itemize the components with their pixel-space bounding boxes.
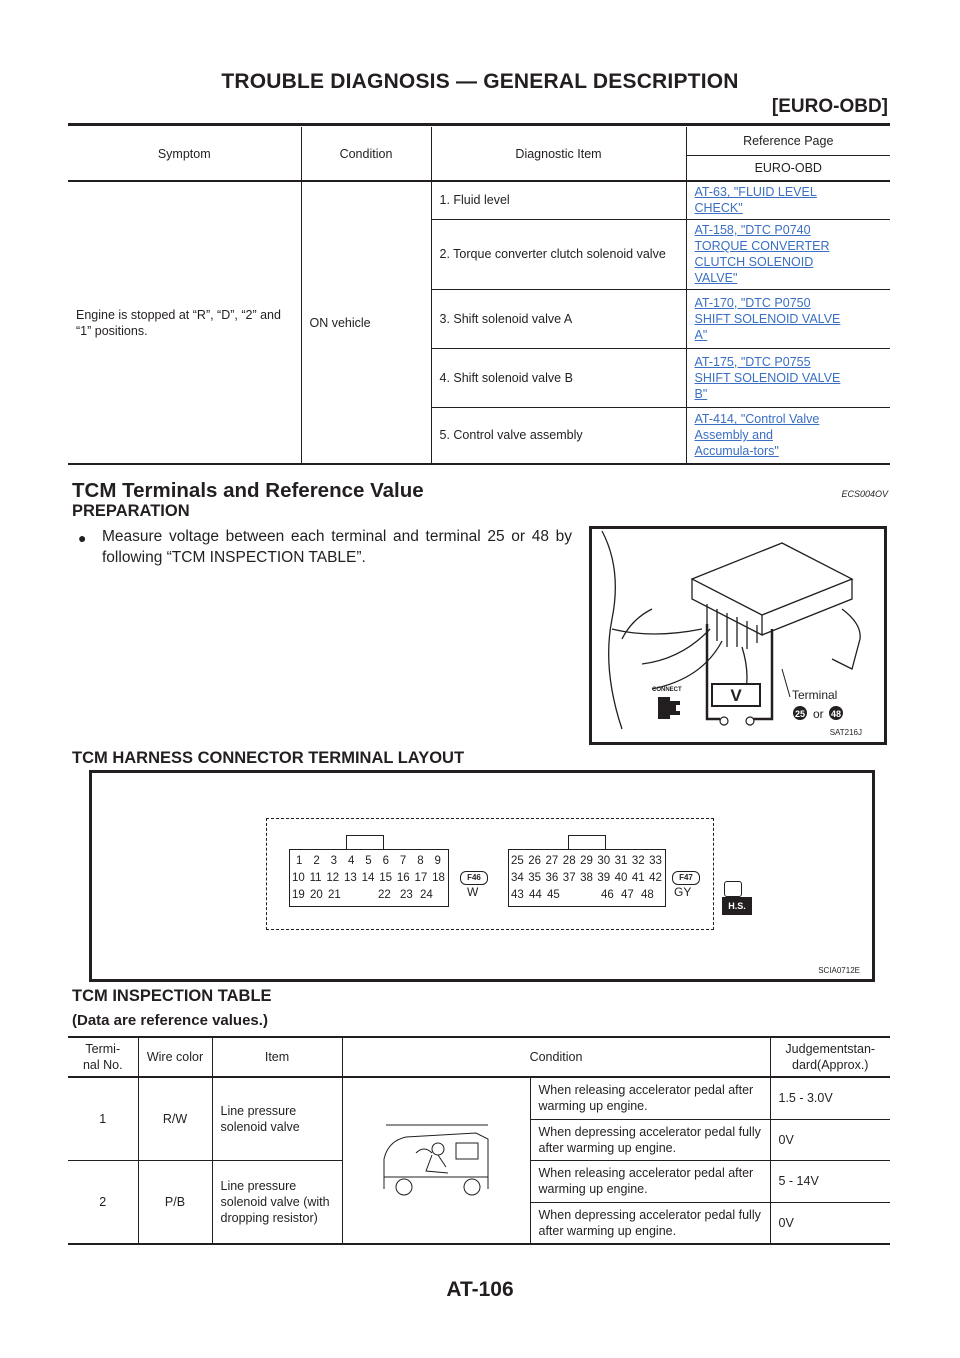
diagnostic-item: 5. Control valve assembly (431, 407, 686, 464)
diagnostic-item: 4. Shift solenoid valve B (431, 348, 686, 407)
reference-cell (686, 407, 890, 464)
condition-text: When releasing accelerator pedal after warming up engine. (530, 1077, 770, 1119)
driver-in-car-icon (376, 1119, 496, 1199)
hs-icon (722, 881, 752, 921)
inspection-note: (Data are reference values.) (72, 1012, 268, 1029)
pin: 12 (326, 872, 340, 884)
connector-latch (568, 835, 606, 850)
terminal-no: 2 (68, 1160, 138, 1244)
pin: 19 (292, 889, 305, 901)
inspection-heading: TCM INSPECTION TABLE (72, 987, 272, 1005)
pin: 42 (649, 872, 662, 884)
pin: 34 (511, 872, 524, 884)
pin: 9 (434, 855, 441, 867)
diagnostic-item: 2. Torque converter clutch solenoid valve (431, 219, 686, 289)
item-name: Line pressure solenoid valve (212, 1077, 342, 1160)
pin: 1 (296, 855, 303, 867)
pin: 41 (631, 872, 645, 884)
pin: 2 (313, 855, 320, 867)
connector-id-f46: F46 (460, 871, 488, 885)
pin: 5 (365, 855, 372, 867)
terminal-48-badge: 48 (830, 709, 842, 719)
section-title: TCM Terminals and Reference Value (72, 479, 424, 502)
connector-color-f47: GY (674, 885, 692, 899)
judgement-value: 1.5 - 3.0V (770, 1077, 890, 1119)
reference-cell (686, 289, 890, 348)
pin: 20 (310, 889, 323, 901)
pin: 22 (378, 889, 391, 901)
pin: 3 (330, 855, 338, 867)
th-diagnostic-item: Diagnostic Item (431, 127, 686, 181)
terminal-label: Terminal (792, 688, 838, 702)
pin: 47 (621, 889, 634, 901)
pin: 7 (399, 855, 407, 867)
section-code: ECS004OV (841, 489, 888, 499)
pin: 40 (614, 872, 628, 884)
wire-color: P/B (138, 1160, 212, 1244)
pin: 37 (562, 872, 576, 884)
pin: 24 (420, 889, 433, 901)
pin: 43 (511, 889, 524, 901)
pin: 11 (309, 872, 322, 884)
reference-link[interactable]: AT-414, "Control Valve Assembly and Accumula-tors" (694, 412, 820, 459)
connector-id-f47: F47 (672, 871, 700, 885)
judgement-value: 0V (778, 1215, 794, 1230)
bullet-icon: ● (78, 530, 87, 546)
pin: 35 (528, 872, 542, 884)
th-condition: Condition (301, 127, 431, 181)
tcm-probe-figure (589, 526, 887, 745)
pin: 33 (649, 855, 662, 867)
pin: 30 (597, 855, 611, 867)
pin: 27 (545, 855, 559, 867)
tcm-probe-illustration (592, 529, 884, 742)
reference-link[interactable]: AT-63, "FLUID LEVEL CHECK" (694, 185, 817, 216)
pin: 46 (601, 889, 614, 901)
pin: 44 (529, 889, 542, 901)
reference-link[interactable]: AT-158, "DTC P0740 TORQUE CONVERTER CLUTCH SOLENOID VALVE" (694, 223, 830, 285)
pin: 29 (580, 855, 593, 867)
symptom-table (68, 127, 890, 465)
judgement-value: 5 - 14V (770, 1160, 890, 1202)
th-symptom: Symptom (68, 127, 301, 181)
symptom-cell: Engine is stopped at “R”, “D”, “2” and “1” positions. (68, 181, 301, 464)
wire-color: R/W (138, 1077, 212, 1160)
th-euro-obd: EURO-OBD (686, 155, 890, 181)
meter-label: V (730, 686, 742, 705)
reference-link[interactable]: AT-175, "DTC P0755 SHIFT SOLENOID VALVE B" (694, 354, 841, 401)
page-number: AT-106 (446, 1278, 514, 1301)
or-label: or (813, 707, 824, 721)
th-terminal: Termi-nal No. (68, 1038, 138, 1077)
th-item: Item (212, 1038, 342, 1077)
reference-cell (686, 181, 890, 219)
pin: 21 (328, 889, 341, 901)
connector-color-f46: W (467, 885, 479, 899)
preparation-heading: PREPARATION (72, 502, 190, 520)
pin: 13 (344, 872, 357, 884)
pin: 6 (382, 855, 389, 867)
condition-cell: ON vehicle (301, 181, 431, 464)
pin: 23 (400, 889, 413, 901)
pin: 39 (597, 872, 611, 884)
diagnostic-item: 3. Shift solenoid valve A (431, 289, 686, 348)
diagnostic-item: 1. Fluid level (431, 181, 686, 219)
th-condition: Condition (342, 1038, 770, 1077)
pin: 26 (528, 855, 542, 867)
th-reference-page: Reference Page (686, 127, 890, 155)
figure-code: SCIA0712E (818, 966, 860, 975)
pin: 45 (547, 889, 560, 901)
item-name: Line pressure solenoid valve (with dropping resistor) (212, 1160, 342, 1244)
pin: 14 (361, 872, 375, 884)
driver-illustration-cell (342, 1077, 530, 1244)
connect-icon (658, 697, 682, 719)
judgement-value: 0V (770, 1119, 890, 1160)
page-title: TROUBLE DIAGNOSIS — GENERAL DESCRIPTION (221, 70, 739, 93)
pin: 18 (432, 872, 445, 884)
terminal-no: 1 (68, 1077, 138, 1160)
inspection-table (68, 1038, 890, 1245)
terminal-25-badge: 25 (794, 709, 806, 719)
condition-text: When depressing accelerator pedal fully after warming up engine. (530, 1202, 770, 1244)
pin: 15 (379, 872, 393, 884)
pin: 4 (347, 855, 355, 867)
connector-layout-figure (89, 770, 875, 982)
page-subtitle: [EURO-OBD] (771, 96, 888, 117)
pin: 10 (292, 872, 305, 884)
pin: 36 (545, 872, 559, 884)
pin: 17 (414, 872, 428, 884)
th-wire-color: Wire color (138, 1038, 212, 1077)
pin: 31 (614, 855, 628, 867)
hs-label: H.S. (722, 897, 752, 915)
reference-cell (686, 219, 890, 289)
connector-latch (346, 835, 384, 850)
condition-text: When depressing accelerator pedal fully after warming up engine. (530, 1119, 770, 1160)
pin: 38 (580, 872, 593, 884)
pin: 28 (562, 855, 576, 867)
figure-code: SAT216J (829, 728, 862, 737)
pin: 8 (417, 855, 424, 867)
th-judgement: Judgementstan-dard(Approx.) (770, 1038, 890, 1077)
connect-label: CONNECT (652, 687, 682, 693)
reference-cell (686, 348, 890, 407)
layout-heading: TCM HARNESS CONNECTOR TERMINAL LAYOUT (72, 749, 465, 767)
condition-text: When releasing accelerator pedal after warming up engine. (530, 1160, 770, 1202)
preparation-text: Measure voltage between each terminal and terminal 25 or 48 by following “TCM INSPECTION TABLE”. (102, 528, 572, 566)
pin: 32 (631, 855, 645, 867)
pin: 25 (511, 855, 524, 867)
pin: 48 (641, 889, 654, 901)
pin: 16 (396, 872, 410, 884)
header-rule (68, 123, 890, 126)
reference-link[interactable]: AT-170, "DTC P0750 SHIFT SOLENOID VALVE A" (694, 295, 841, 342)
